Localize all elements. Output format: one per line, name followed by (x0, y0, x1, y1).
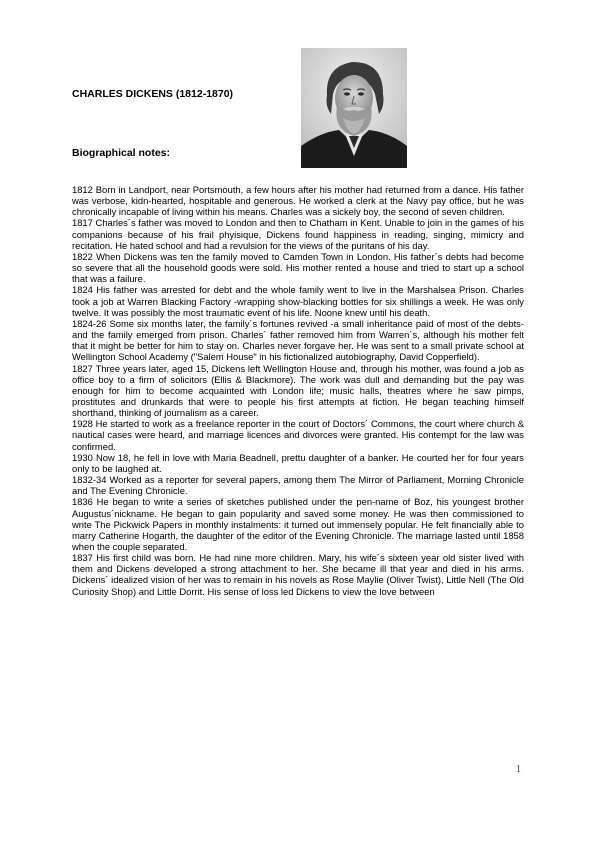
paragraph-1836: 1836 He began to write a series of sketches published under the pen-name of Boz, his youngest brother Augustus´nickname. He began to gain popularity and saved some money. He was then commissioned to write The Pickwick Papers in monthly instalments: it turned out immensely popular. He felt financially able to marry Catherine Hogarth, the daughter of the editor of the Evening Chronicle. The marriage lasted until 1858 when the couple separated. (72, 496, 524, 552)
paragraph-1832-34: 1832-34 Worked as a reporter for several papers, among them The Mirror of Parliament, Morning Chronicle and The Evening Chronicle. (72, 474, 524, 497)
paragraph-1817: 1817 Charles´s father was moved to London and then to Chatham in Kent. Unable to join in the games of his companions because of his frail phyisique, Dickens found happiness in reading, singing, mimicry and recitation. He hated school and had a revulsion for the views of the puritans of his day. (72, 217, 524, 251)
biography-text (72, 184, 524, 597)
portrait-image (301, 48, 407, 168)
document-title: CHARLES DICKENS (1812-1870) (72, 88, 234, 100)
paragraph-1928: 1928 He started to work as a freelance reporter in the court of Doctors´ Commons, the court where church & nautical cases were heard, and marriage licences and divorces were granted. His contempt for the law was confirmed. (72, 418, 524, 452)
portrait-photo (301, 48, 407, 168)
paragraph-1827: 1827 Three years later, aged 15, Dickens left Wellington House and, through his mother, was found a job as office boy to a firm of solicitors (Ellis & Blackmore). The work was dull and demanding but the pay was enough for him to become acquainted with London life; music halls, theatres where he saw pimps, prostitutes and drunkards that were to people his first attempts at fiction. He began teaching himself shorthand, thinking of journalism as a career. (72, 362, 524, 419)
paragraph-1822: 1822 When Dickens was ten the family moved to Camden Town in London. His father´s debts had become so severe that all the household goods were sold. His mother rented a house and tried to start up a school that was a failure. (72, 250, 524, 285)
paragraph-1812: 1812 Born in Landport, near Portsmouth, a few hours after his mother had returned from a dance. His father was verbose, kidn-hearted, hospitable and generous. He worked a clerk at the Navy pay office, but he was chronically incapable of living within his means. Charles was a sickely boy, the second of seven children. (72, 184, 524, 218)
paragraph-1930: 1930 Now 18, he fell in love with Maria Beadnell, prettu daughter of a banker. He courted her for four years only to be laughed at. (72, 451, 524, 474)
paragraph-1824-26: 1824-26 Some six months later, the family´s fortunes revived -a small inheritance paid of most of the debts- and the family emerged from prison. Charles´ father removed him from Warren´s, although his mother felt that it might be better for him to stay on. Charles never forgave her. He was sent to a small private school at Wellington School Academy ("Salem House" in his fictionalized autobiography, David Copperfield). (72, 317, 524, 363)
paragraph-1824: 1824 His father was arrested for debt and the whole family went to live in the Marshalsea Prison. Charles took a job at Warren Blacking Factory -wrapping show-blacking bottles for six shillings a week. He was only twelve. It was possibly the most traumatic event of his life. Noone knew until his death. (72, 284, 524, 318)
page-number: 1 (516, 764, 521, 775)
section-heading: Biographical notes: (72, 147, 171, 159)
paragraph-1837: 1837 His first child was born. He had nine more children. Mary, his wife´s sixteen year old sister lived with them and Dickens developed a strong attachment to her. She became ill that year and died in his arms. Dickens´ idealized vision of her was to remain in his novels as Rose Maylie (Oliver Twist), Little Nell (The Old Curiosity Shop) and Little Dorrit. His sense of loss led Dickens to view the love between (72, 552, 524, 597)
